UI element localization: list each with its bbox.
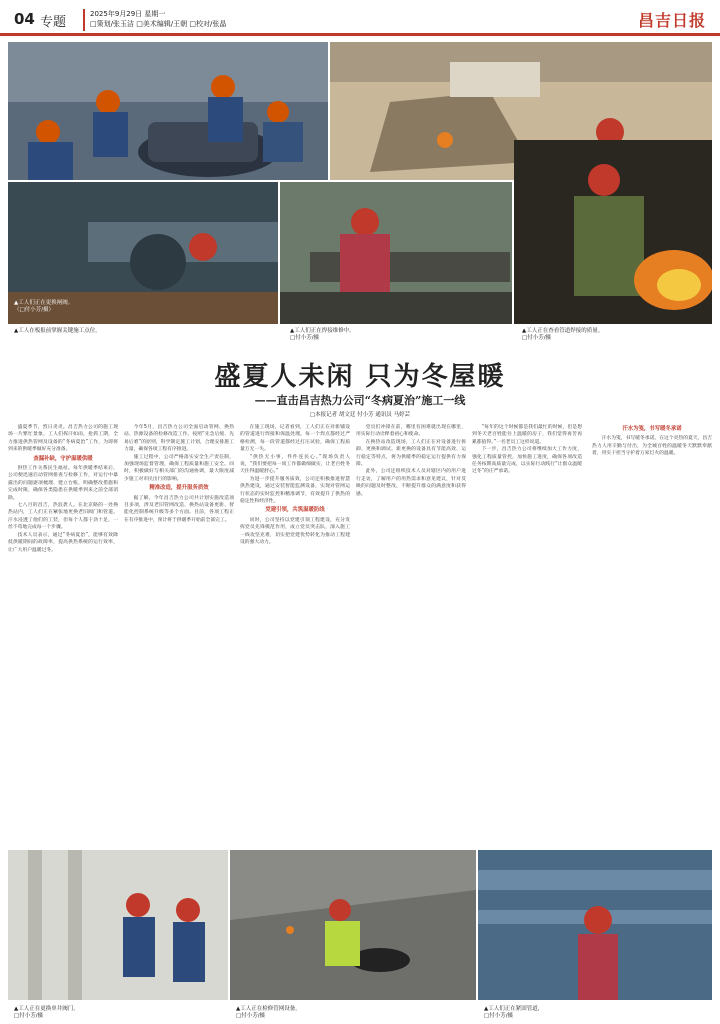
photo-worker-welding — [280, 182, 512, 324]
page-header — [0, 0, 720, 36]
photo-worker-fire — [514, 140, 712, 324]
paragraph: 党员们冲锋在前，哪里有困难就出现在哪里，用实际行动诠释着初心和使命。 — [356, 425, 466, 438]
article-column — [124, 424, 234, 844]
article-subhead: ——直击昌吉热力公司“冬病夏治”施工一线 — [254, 394, 466, 407]
paragraph: 施工过程中，公司严格落实安全生产责任制，加强现场监督管理，确保工程质量和施工安全。同时，积极做好与相关部门的沟通协调，最大限度减少施工对市民出行的影响。 — [124, 454, 234, 482]
paragraph: 为进一步提升服务质效，公司还积极推进智慧供热建设，通过安装智能监测设备，实现对管网运行状态的实时监控和精准调节，有效提升了供热的稳定性和经济性。 — [240, 476, 350, 505]
paragraph: 下一步，昌吉热力公司将继续加大工作力度，强化工程质量管控，加快施工进度，确保各项改造任务按期高质量完成，以实际行动践行“让群众温暖过冬”的庄严承诺。 — [472, 447, 582, 475]
section-heading: 查漏补缺，守护温暖供暖 — [33, 455, 93, 462]
photo-workers-repair-machine — [8, 42, 328, 180]
photo-caption: ▲工人正在检修管网设备。 □付小芳/摄 — [236, 1006, 301, 1019]
article-headline: 盛夏人未闲 只为冬屋暖 — [214, 362, 506, 392]
article-column — [8, 424, 118, 844]
paragraph: 技术人员表示，通过“冬病夏治”，能够有效降低供暖期间的故障率，提高供热系统的运行效率，让广大用户温暖过冬。 — [8, 532, 118, 553]
paragraph: 在施工现场，记者看到，工人们正在对新铺设的管道进行焊接和保温处理。每一个焊点都经过严格检测，每一段管道都经过打压试验，确保工程质量万无一失。 — [240, 425, 350, 453]
paragraph: 供热工作关系民生福祉。每年供暖季结束后，公司便迅速启动管网排查与检修工作，对运行中暴露出的问题逐项梳理、建立台账，明确整改措施和完成时限，确保各类隐患在供暖季到来之前全部消除。 — [8, 466, 118, 501]
article-column — [592, 424, 712, 844]
section-heading: 汗水为笺，书写暖冬承诺 — [622, 426, 682, 432]
photo-caption: ▲工人们正在紧固管道， □付小芳/摄 — [484, 1006, 544, 1019]
article-column — [240, 424, 350, 844]
paragraph: 同时，公司坚持以党建引领工程建设，充分发挥党员先锋模范作用，成立党员突击队，深入施工一线攻坚克难，切实把党建优势转化为推动工程建设的强大动力。 — [240, 517, 350, 546]
photo-caption: ▲工人正在更换单井阀门。 □付小芳/摄 — [14, 1006, 79, 1019]
paragraph: “供热无小事，件件连民心。”现场负责人说，“我们要把每一项工作都做细做实，让老百姓冬天住得温暖舒心。” — [240, 454, 350, 475]
section-heading: 党建引领，共筑温暖防线 — [265, 507, 325, 514]
paragraph: 汗水为笺，书写暖冬承诺。在这个炎热的夏天，昌吉热力人用辛勤与付出，为全城百姓的温暖冬天默默奉献着，用实干担当守护着万家灯火的温暖。 — [592, 436, 712, 457]
photo-worker-check — [478, 850, 712, 1000]
article-byline: □本报记者 胡文廷 付小芳 通讯员 马婷芸 — [309, 412, 411, 418]
page-number: 04 — [14, 10, 35, 28]
header-divider — [83, 9, 85, 31]
paragraph: 在换热站改造现场，工人们正在对设备进行拆卸、更换和调试。新更换的设备具有节能高效、运行稳定等特点，将为供暖季的稳定运行提供有力保障。 — [356, 439, 466, 468]
photo-caption: ▲工人们正在焊接维修中。 □付小芳/摄 — [290, 328, 355, 341]
article-column — [472, 424, 582, 844]
section-heading: 精准改造，提升服务质效 — [149, 485, 209, 492]
photo-caption: ▲工人正在查看管道焊接的质量。 □付小芳/摄 — [522, 328, 604, 341]
paragraph: 据了解，今年昌吉热力公司共计划实施改造项目多项，涉及老旧管网改造、换热站设备更新、智能化控制系统升级等多个方面。目前，各项工程正在有序推进中，预计将于供暖季开始前全部完工。 — [124, 495, 234, 523]
article-column — [356, 424, 466, 844]
photo-workers-pipes — [8, 850, 228, 1000]
paragraph: 今年5月，昌吉热力公司全面启动管网、换热站、热源设备的检修改造工作。按照“先急后缓、先易后难”的原则，科学制定施工计划，合理安排施工力量，确保各项工程有序推进。 — [124, 425, 234, 453]
header-date — [90, 9, 226, 29]
photo-caption: ▲工人在板报前掌握关键施工点位。 — [14, 328, 101, 334]
section-name: 专题 — [40, 15, 67, 30]
paragraph: “每年的这个时候都是我们最忙的时候，但是想到冬天老百姓能住上温暖的房子，我们觉得再苦再累都值得。”一名老员工这样说道。 — [472, 425, 582, 445]
newspaper-logo: 昌吉日报 — [637, 11, 706, 30]
paragraph: 盛夏季节，烈日炎炎。昌吉热力公司的施工现场一片繁忙景象，工人们挥汗如雨，抢抓工期，全力推进供热管网及设备的“冬病夏治”工作，为即将到来的供暖季做好充分准备。 — [8, 425, 118, 453]
paragraph: 此外，公司还组织技术人员对辖区内的用户进行走访，了解用户的用热需求和意见建议，针对反映的问题及时整改，不断提升群众的满意度和获得感。 — [356, 469, 466, 497]
photo-caption: ▲工人们正在更换闸阀。 （□付小芳/摄） — [14, 300, 74, 313]
date-line: 2025年9月29日 星期一 — [90, 10, 166, 18]
paragraph: 七八月的昌吉，热浪袭人。在北京路的一处换热站内，工人们正在紧张地更换老旧阀门和管道。汗水浸透了他们的工装，但每个人都干劲十足，一丝不苟地完成每一个步骤。 — [8, 503, 118, 531]
header-rule — [0, 33, 720, 36]
photo-worker-manhole — [230, 850, 476, 1000]
editor-line: □策划/张玉洁 □美术编辑/王朝 □校对/张晶 — [90, 20, 227, 28]
